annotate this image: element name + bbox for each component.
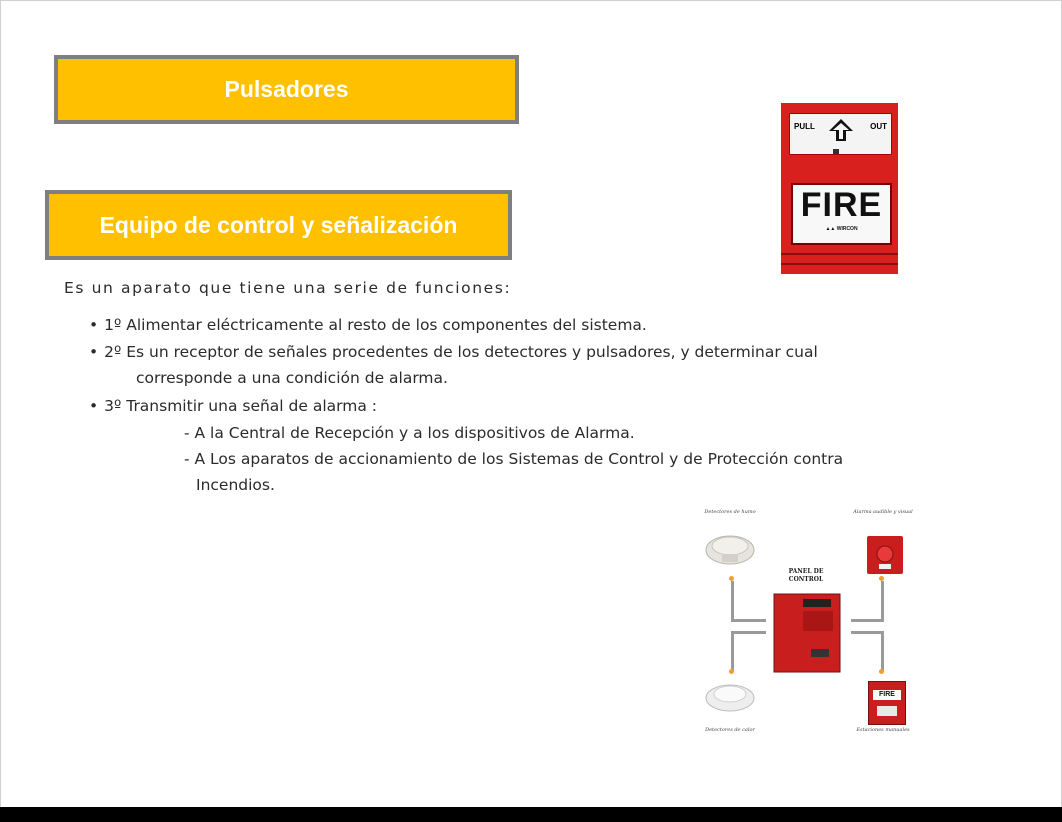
manual-station-icon [868,681,906,725]
list-item: • 3º Transmitir una señal de alarma : [89,397,377,415]
control-panel-diagram [696,506,921,751]
manual-fire-text: FIRE [873,690,901,700]
key-slot [833,149,839,154]
list-item-continuation: corresponde a una condición de alarma. [136,369,448,387]
pull-text: PULL [794,122,815,131]
title-equipo-control [45,190,512,260]
wire [851,631,884,634]
connector-dot [879,669,884,674]
intro-text: Es un aparato que tiene una serie de funciones: [64,279,512,297]
alarm-label: Alarma audible y visual [853,509,913,515]
manual-handle [877,706,897,716]
wire [851,619,884,622]
wire [881,581,884,621]
wire [731,631,734,671]
heat-detector-icon [704,678,756,716]
out-text: OUT [870,122,887,131]
brand-text: ▲▲ WIRCON [825,226,858,232]
alarm-horn-icon [865,534,905,576]
fire-plate [791,183,892,245]
sub-item: - A Los aparatos de accionamiento de los Sistemas de Control y de Protección contra [184,450,844,468]
wire [731,619,766,622]
wire [731,631,766,634]
wire [881,631,884,671]
panel-label: PANEL DE CONTROL [788,568,824,583]
title-pulsadores-text: Pulsadores [224,76,349,102]
fire-text: FIRE [800,186,883,224]
sub-item: - A la Central de Recepción y a los dispositivos de Alarma. [184,424,635,442]
list-item: • 2º Es un receptor de señales procedentes de los detectores y pulsadores, y determinar cual [89,343,818,361]
wire [731,581,734,621]
list-item: • 1º Alimentar eléctricamente al resto de los componentes del sistema. [89,316,647,334]
heat-detector-label: Detectores de calor [705,727,755,733]
connector-dot [879,576,884,581]
pull-plate [789,113,892,155]
bottom-bar [0,807,1062,822]
connector-dot [729,669,734,674]
control-panel-icon [773,593,841,673]
stripe [781,253,898,255]
connector-dot [729,576,734,581]
fire-pull-station-image [781,103,898,274]
title-pulsadores [54,55,519,124]
smoke-detector-icon [704,528,756,568]
smoke-detector-label: Detectores de humo [704,509,756,515]
stripe [781,263,898,265]
manual-station-label: Estaciones manuales [856,727,910,733]
arrow-up-icon [828,118,854,142]
sub-item-continuation: Incendios. [196,476,275,494]
title-equipo-text: Equipo de control y señalización [99,211,458,238]
